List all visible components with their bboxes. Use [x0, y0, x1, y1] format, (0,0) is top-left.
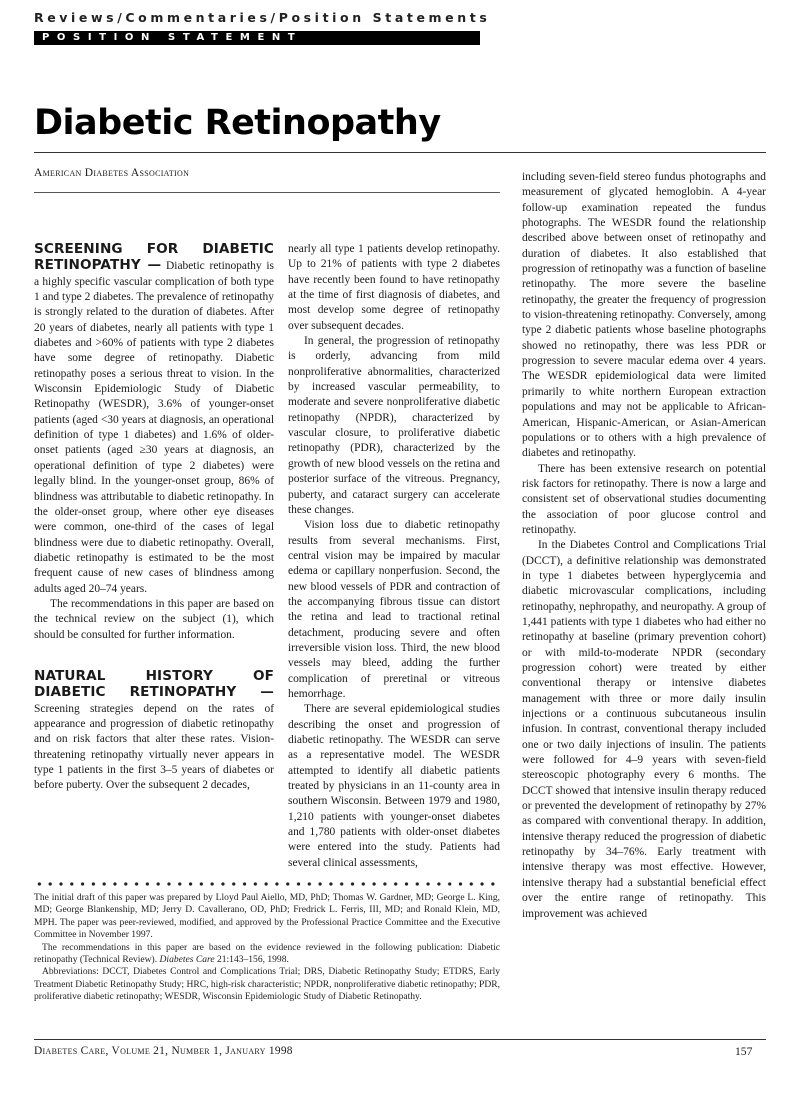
section-label: Reviews/Commentaries/Position Statements [34, 10, 491, 25]
natural-text-part2: nearly all type 1 patients develop retinopathy. Up to 21% of patients with type 2 diabetes have recently been found to have retinopathy at the time of first diagnosis of diabetes, and most develop some degree of retinopathy over subsequent decades. [288, 243, 500, 332]
title-rule [34, 152, 766, 153]
section-heading-natural-history: NATURAL HISTORY OF DIABETIC RETINOPATHY — [34, 667, 274, 701]
dcct-paragraph: In the Diabetes Control and Complications Trial (DCCT), a definitive relationship was demonstrated in type 1 diabetes between hyperglycemia and diabetic microvascular complications, including retinopathy, nephropathy, and neuropathy. A group of 1,441 patients with type 1 diabetes who had either no retinopathy at baseline (primary prevention cohort) or with mild-to-moderate NPDR (secondary progression cohort) were treated by either conventional therapy or intensive diabetes management with three or more daily insulin injections or a continuous subcutaneous insulin infusion. In contrast, conventional therapy included one or two daily injections of insulin. The patients were followed for 4–9 years with seven-field stereoscopic photography every 6 months. The DCCT showed that intensive insulin therapy reduced or prevented the development of retinopathy by 27% as compared with conventional therapy. In addition, intensive therapy reduced the progression of diabetic retinopathy by 34–76%. Early treatment with intensive therapy was most effective. However, intensive therapy had a substantial beneficial effect over the entire range of retinopathy. This improvement was achieved [522, 539, 766, 920]
author-line: American Diabetes Association [34, 167, 190, 179]
footnote-evidence: The recommendations in this paper are based on the evidence reviewed in the following publication: Diabetic retinopathy (Technical Review). Diabetes Care 21:143–156, 1998. [34, 941, 500, 966]
column-2 [288, 242, 500, 871]
footnotes [34, 892, 500, 1004]
column-1 [34, 242, 274, 794]
screening-text: Diabetic retinopathy is a highly specific vascular complication of both type 1 and type 2 diabetes. The prevalence of retinopathy is strongly related to the duration of diabetes. After 20 years of diabetes, nearly all patients with type 1 diabetes and >60% of patients with type 2 diabetes have some degree of retinopathy. Diabetic retinopathy poses a serious threat to vision. In the Wisconsin Epidemiologic Study of Diabetic Retinopathy (WESDR), 3.6% of younger-onset patients (aged <30 years at diagnosis, an operational definition of type 1 diabetes) and 1.6% of older-onset patients (aged ≥30 years at diagnosis, an operational definition of type 2 diabetes) were legally blind. In the younger-onset group, 86% of blindness was attributable to diabetic retinopathy. In the older-onset group, where other eye diseases were common, one-third of the cases of legal blindness were due to diabetic retinopathy. Overall, diabetic retinopathy is estimated to be the most frequent cause of new cases of blindness among adults aged 20–74 years. [34, 260, 274, 595]
position-statement-bar: POSITION STATEMENT [34, 31, 480, 45]
author-rule [34, 192, 500, 193]
vision-loss-paragraph: Vision loss due to diabetic retinopathy results from several mechanisms. First, central vision may be impaired by macular edema or capillary nonperfusion. Second, the new blood vessels of PDR and contraction of the accompanying fibrous tissue can distort the retina and lead to tractional retinal detachment, producing severe and often irreversible vision loss. Third, the new blood vessels may bleed, adding the further complication of preretinal or vitreous hemorrhage. [288, 519, 500, 700]
column-3 [522, 170, 766, 922]
footnote-abbreviations: Abbreviations: DCCT, Diabetes Control and Complications Trial; DRS, Diabetic Retinopathy Study; ETDRS, Early Treatment Diabetic Retinopathy Study; HRC, high-risk characteristic; NPDR, nonproliferative diabetic retinopathy; PDR, proliferative diabetic retinopathy; WESDR, Wisconsin Epidemiologic Study of Diabetic Retinopathy. [34, 966, 501, 1003]
footer-rule [34, 1039, 766, 1040]
section-heading-screening: SCREENING FOR DIABETIC RETINOPATHY — [34, 241, 274, 274]
journal-citation: Diabetes Care, Volume 21, Number 1, January 1998 [34, 1045, 293, 1057]
epidemiology-paragraph: There are several epidemiological studies describing the onset and progression of diabetic retinopathy. The WESDR can serve as a representative model. The WESDR attempted to identify all diabetic patients treated by physicians in an 11-county area in southern Wisconsin. Between 1979 and 1980, 1,210 patients with younger-onset diabetes and 1,780 patients with older-onset diabetes were entered into the study. Patients had several clinical assessments, [288, 703, 500, 869]
screening-paragraph [34, 242, 274, 597]
epidemiology-paragraph-cont: including seven-field stereo fundus photographs and measurement of glycated hemoglobin. A 4-year follow-up examination repeated the fundus photographs. The WESDR found the relationship described above between onset of retinopathy and duration of diabetes. It also established that progression of retinopathy was a function of baseline retinopathy. The more severe the baseline retinopathy, the greater the frequency of progression to vision-threatening retinopathy. Conversely, among type 2 diabetic patients whose baseline photographs showed no retinopathy, there was less PDR or progression to severe macular edema over 4 years. The WESDR epidemiological data were limited primarily to white northern European extraction populations and may not be applicable to African-American, Hispanic-American, or Asian-American populations or to others with a high prevalence of diabetes and retinopathy. [522, 171, 766, 460]
progression-paragraph: In general, the progression of retinopathy is orderly, advancing from mild nonproliferative abnormalities, characterized by increased vascular permeability, to moderate and severe nonproliferative diabetic retinopathy (NPDR), characterized by vascular closure, to proliferative diabetic retinopathy (PDR), characterized by the growth of new blood vessels on the retina and posterior surface of the vitreous. Pregnancy, puberty, and cataract surgery can accelerate these changes. [288, 335, 500, 516]
natural-text-part1: Screening strategies depend on the rates of appearance and progression of diabetic retinopathy and on risk factors that alter these rates. Vision-threatening retinopathy virtually never appears in type 1 patients in the first 3–5 years of diabetes or before puberty. Over the subsequent 2 decades, [34, 702, 274, 792]
natural-paragraph [34, 669, 274, 794]
article-title: Diabetic Retinopathy [34, 103, 441, 143]
footnote-draft: The initial draft of this paper was prepared by Lloyd Paul Aiello, MD, PhD; Thomas W. Gardner, MD; George L. King, MD; George Blankenship, MD; Jerry D. Cavallerano, OD, PhD; Fredrick L. Ferris, III, MD; and Ronald Klein, MD, MPH. The paper was peer-reviewed, modified, and approved by the Professional Practice Committee and the Executive Committee in November 1997. [34, 892, 500, 941]
page-number: 157 [735, 1045, 753, 1058]
dotted-divider [34, 881, 500, 887]
risk-factor-paragraph: There has been extensive research on potential risk factors for retinopathy. There is now a large and consistent set of observational studies documenting the association of poor glucose control and retinopathy. [522, 462, 766, 536]
screening-paragraph-2: The recommendations in this paper are based on the technical review on the subject (1), which should be consulted for further information. [34, 597, 274, 641]
